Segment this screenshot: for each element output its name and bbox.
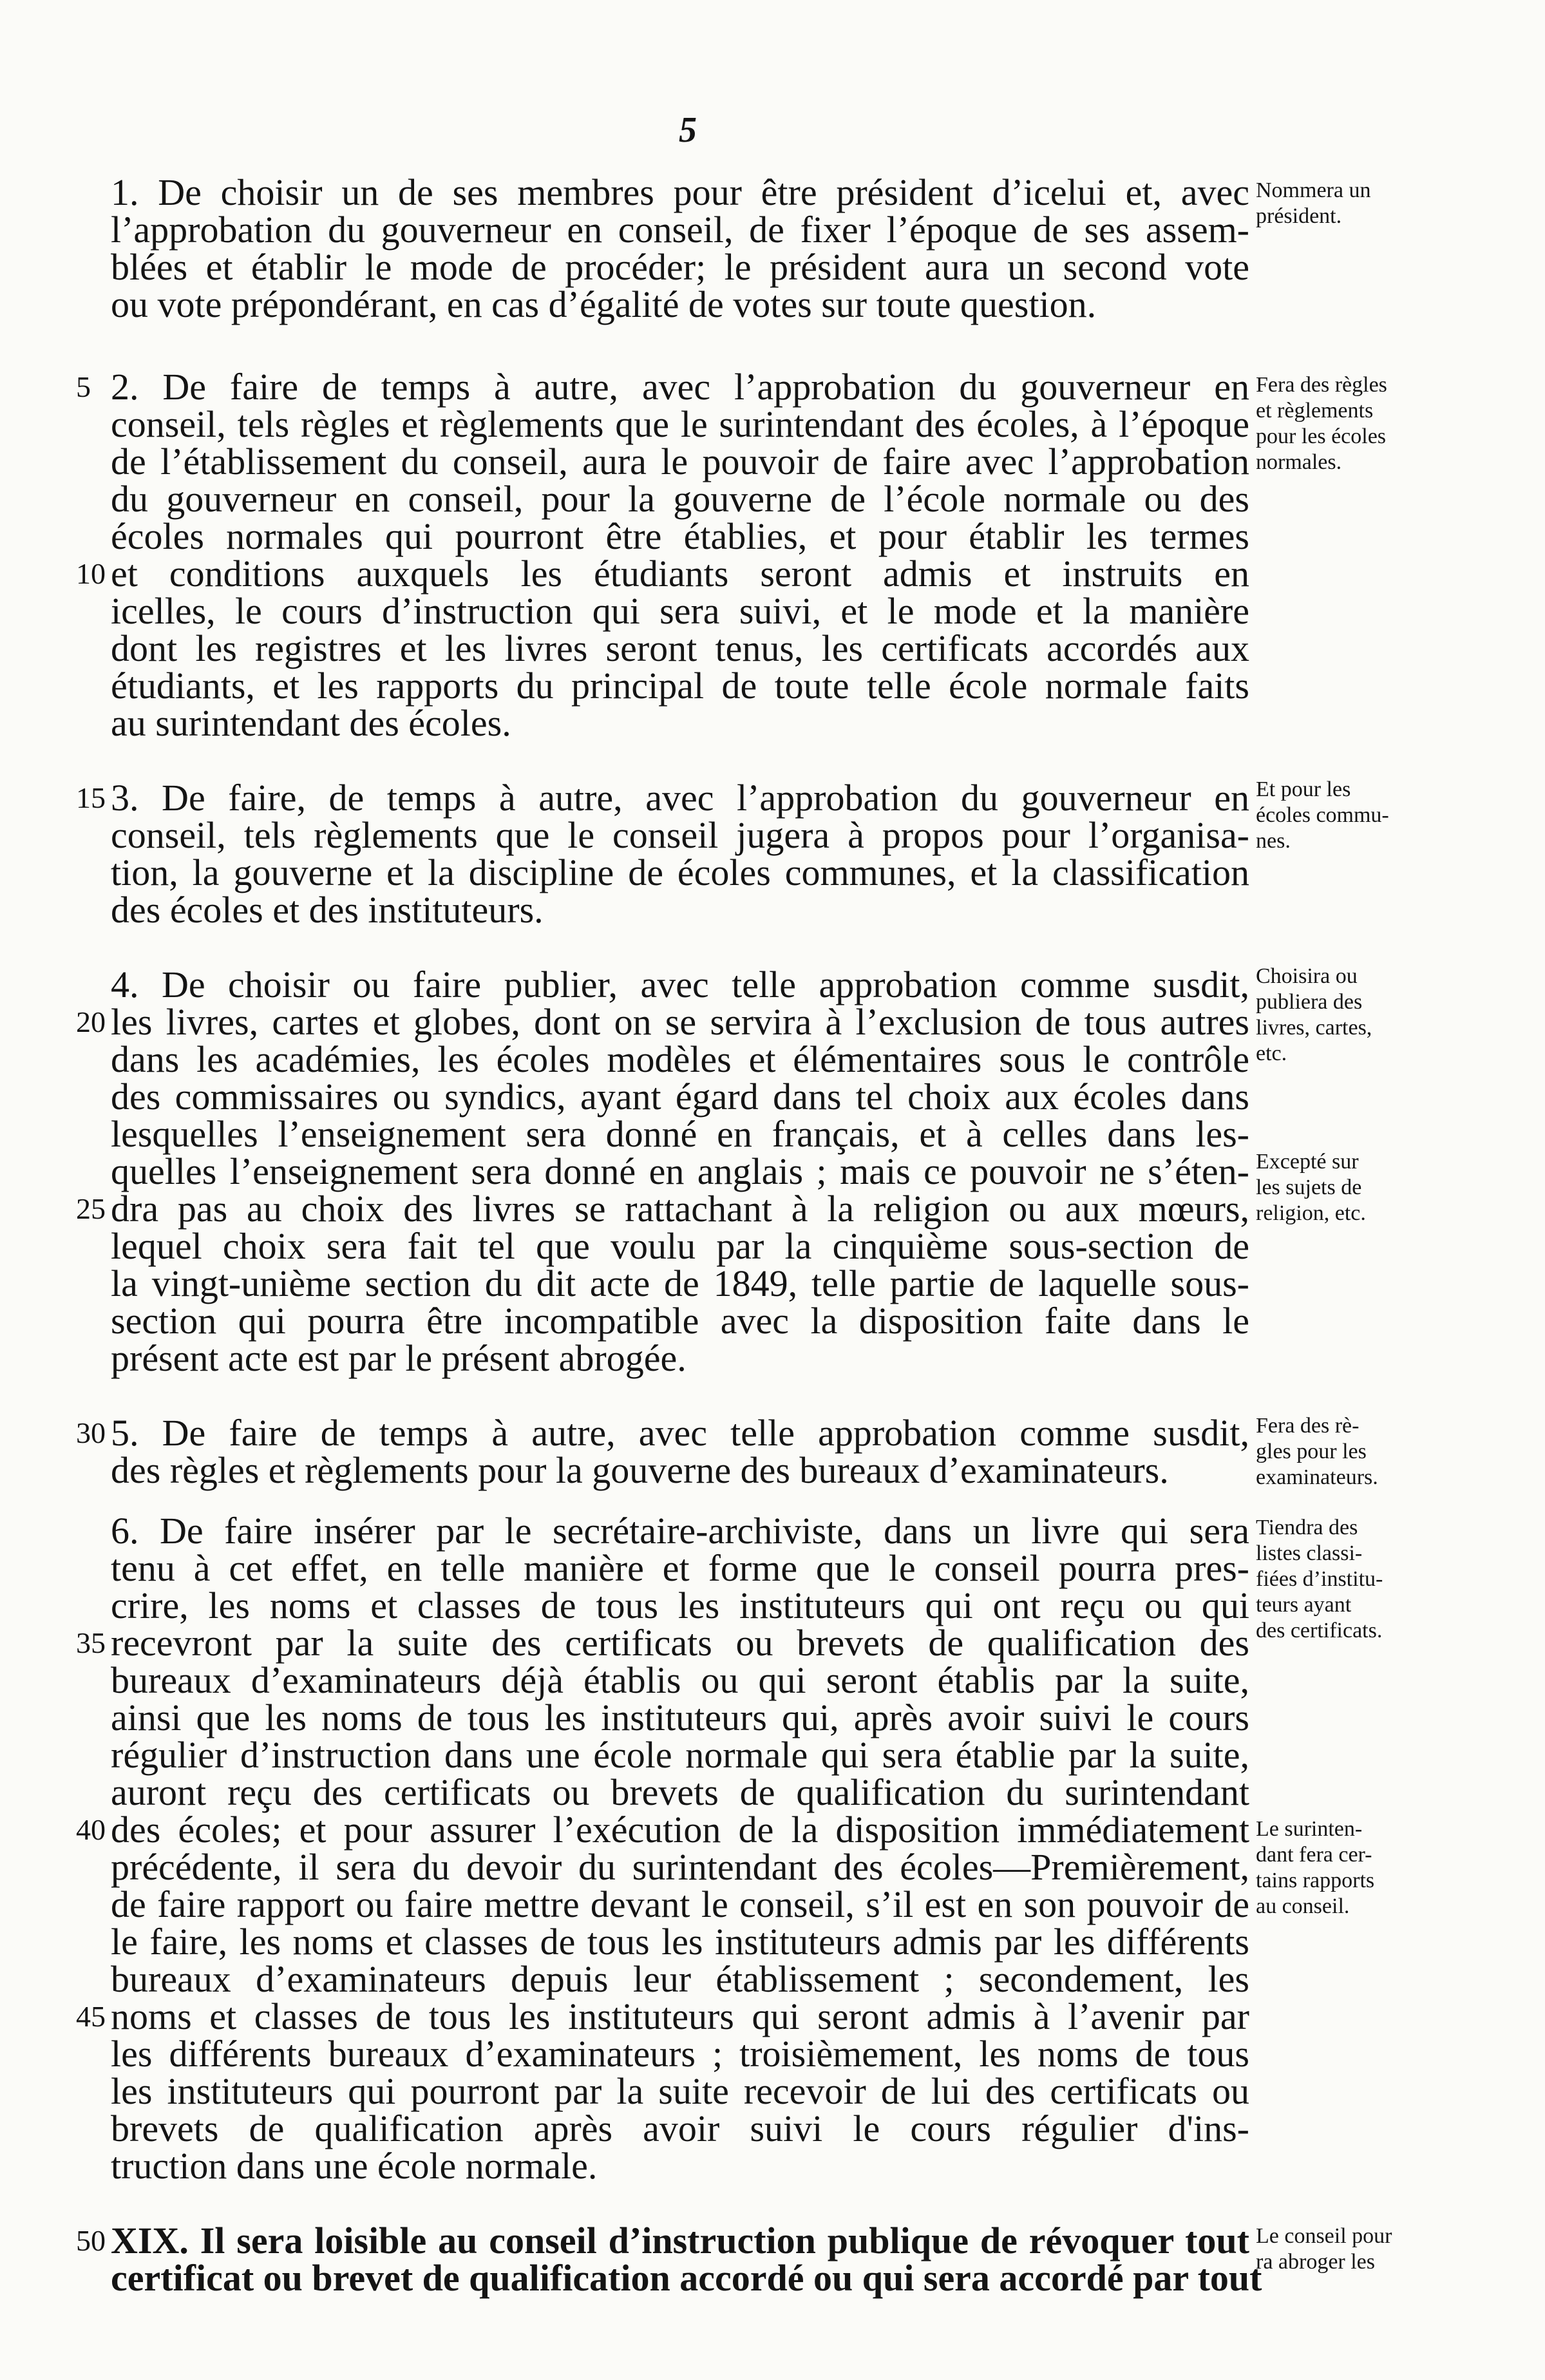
- text-line: l’approbation du gouverneur en conseil, de fixer l’époque de ses assem-: [111, 209, 1249, 251]
- line-number: 25: [76, 1192, 106, 1225]
- margin-note: Tiendra des listes classi- fiées d’institu- teurs ayant des certificats.: [1256, 1516, 1383, 1643]
- text-line: régulier d’instruction dans une école normale qui sera établie par la suite,: [111, 1734, 1249, 1776]
- text-line: crire, les noms et classes de tous les instituteurs qui ont reçu ou qui: [111, 1585, 1249, 1626]
- margin-note: Et pour les écoles commu- nes.: [1256, 777, 1389, 853]
- margin-note: Le surinten- dant fera cer- tains rapports au conseil.: [1256, 1817, 1375, 1919]
- text-line: présent acte est par le présent abrogée.: [111, 1337, 687, 1379]
- text-line: des écoles et des instituteurs.: [111, 889, 544, 931]
- text-line: les livres, cartes et globes, dont on se servira à l’exclusion de tous autres: [111, 1001, 1249, 1043]
- text-line: lequel choix sera fait tel que voulu par la cinquième sous-section de: [111, 1225, 1249, 1267]
- text-line: noms et classes de tous les instituteurs qui seront admis à l’avenir par: [111, 1995, 1249, 2037]
- line-number: 35: [76, 1626, 106, 1659]
- text-line: étudiants, et les rapports du principal de toute telle école normale faits: [111, 665, 1249, 707]
- text-line: de faire rapport ou faire mettre devant le conseil, s’il est en son pouvoir de: [111, 1883, 1249, 1925]
- text-line: blées et établir le mode de procéder; le président aura un second vote: [111, 246, 1249, 288]
- text-line: 1. De choisir un de ses membres pour être président d’icelui et, avec: [111, 171, 1249, 213]
- text-line: lesquelles l’enseignement sera donné en français, et à celles dans les-: [111, 1113, 1249, 1155]
- line-number: 10: [76, 557, 106, 590]
- text-line: ainsi que les noms de tous les instituteurs qui, après avoir suivi le cours: [111, 1697, 1249, 1738]
- text-line: certificat ou brevet de qualification accordé ou qui sera accordé par tout: [111, 2257, 1262, 2299]
- line-number: 20: [76, 1005, 106, 1038]
- text-line: les différents bureaux d’examinateurs ; troisièmement, les noms de tous: [111, 2033, 1249, 2075]
- text-line: des règles et règlements pour la gouverne des bureaux d’examinateurs.: [111, 1449, 1169, 1491]
- text-line: conseil, tels règlements que le conseil jugera à propos pour l’organisa-: [111, 814, 1249, 856]
- text-line: 3. De faire, de temps à autre, avec l’approbation du gouverneur en: [111, 777, 1249, 819]
- text-line: conseil, tels règles et règlements que le surintendant des écoles, à l’époque: [111, 403, 1249, 445]
- text-line: ou vote prépondérant, en cas d’égalité de votes sur toute question.: [111, 283, 1097, 325]
- text-line: dans les académies, les écoles modèles et élémentaires sous le contrôle: [111, 1038, 1249, 1080]
- margin-note: Choisira ou publiera des livres, cartes, etc.: [1256, 964, 1372, 1066]
- text-line: du gouverneur en conseil, pour la gouverne de l’école normale ou des: [111, 478, 1249, 520]
- text-line: la vingt-unième section du dit acte de 1849, telle partie de laquelle sous-: [111, 1262, 1249, 1304]
- text-line: tenu à cet effet, en telle manière et forme que le conseil pourra pres-: [111, 1547, 1249, 1589]
- margin-note: Le conseil pour ra abroger les: [1256, 2224, 1392, 2274]
- text-line: truction dans une école normale.: [111, 2145, 598, 2187]
- text-line: 4. De choisir ou faire publier, avec telle approbation comme susdit,: [111, 964, 1249, 1005]
- text-line: le faire, les noms et classes de tous les instituteurs admis par les différents: [111, 1921, 1249, 1963]
- text-line: les instituteurs qui pourront par la suite recevoir de lui des certificats ou: [111, 2070, 1249, 2112]
- text-line: et conditions auxquels les étudiants seront admis et instruits en: [111, 553, 1249, 595]
- margin-note: Excepté sur les sujets de religion, etc.: [1256, 1150, 1366, 1226]
- line-number: 5: [76, 370, 91, 403]
- margin-note: Fera des règles et règlements pour les écoles normales.: [1256, 373, 1387, 475]
- line-number: 30: [76, 1416, 106, 1449]
- text-line: 5. De faire de temps à autre, avec telle approbation comme susdit,: [111, 1412, 1249, 1454]
- text-line: 6. De faire insérer par le secrétaire-archiviste, dans un livre qui sera: [111, 1510, 1249, 1552]
- text-line: 2. De faire de temps à autre, avec l’approbation du gouverneur en: [111, 366, 1249, 408]
- text-line: quelles l’enseignement sera donné en anglais ; mais ce pouvoir ne s’éten-: [111, 1150, 1249, 1192]
- text-line: écoles normales qui pourront être établies, et pour établir les termes: [111, 515, 1249, 557]
- text-line: au surintendant des écoles.: [111, 702, 511, 744]
- text-line: recevront par la suite des certificats ou brevets de qualification des: [111, 1622, 1249, 1664]
- text-line: section qui pourra être incompatible avec la disposition faite dans le: [111, 1300, 1249, 1342]
- text-line: bureaux d’examinateurs depuis leur établissement ; secondement, les: [111, 1958, 1249, 2000]
- line-number: 40: [76, 1813, 106, 1846]
- line-number: 15: [76, 781, 106, 814]
- text-line: précédente, il sera du devoir du surintendant des écoles—Premièrement,: [111, 1846, 1249, 1888]
- margin-note: Nommera un président.: [1256, 178, 1371, 229]
- text-line: de l’établissement du conseil, aura le pouvoir de faire avec l’approbation: [111, 441, 1249, 482]
- line-number: 45: [76, 2000, 106, 2033]
- text-line: brevets de qualification après avoir suivi le cours régulier d'ins-: [111, 2108, 1249, 2149]
- page-number: 5: [679, 110, 697, 150]
- margin-note: Fera des rè- gles pour les examinateurs.: [1256, 1414, 1378, 1490]
- text-line: des commissaires ou syndics, ayant égard dans tel choix aux écoles dans: [111, 1076, 1249, 1118]
- text-line: tion, la gouverne et la discipline de écoles communes, et la classification: [111, 852, 1249, 893]
- line-number: 50: [76, 2224, 106, 2257]
- text-line: bureaux d’examinateurs déjà établis ou qui seront établis par la suite,: [111, 1659, 1249, 1701]
- text-line: dont les registres et les livres seront tenus, les certificats accordés aux: [111, 627, 1249, 669]
- text-line: dra pas au choix des livres se rattachant à la religion ou aux mœurs,: [111, 1188, 1249, 1230]
- text-line: XIX. Il sera loisible au conseil d’instruction publique de révoquer tout: [111, 2220, 1249, 2261]
- text-line: des écoles; et pour assurer l’exécution de la disposition immédiatement: [111, 1809, 1249, 1851]
- text-line: auront reçu des certificats ou brevets de qualification du surintendant: [111, 1771, 1249, 1813]
- text-line: icelles, le cours d’instruction qui sera suivi, et le mode et la manière: [111, 590, 1249, 632]
